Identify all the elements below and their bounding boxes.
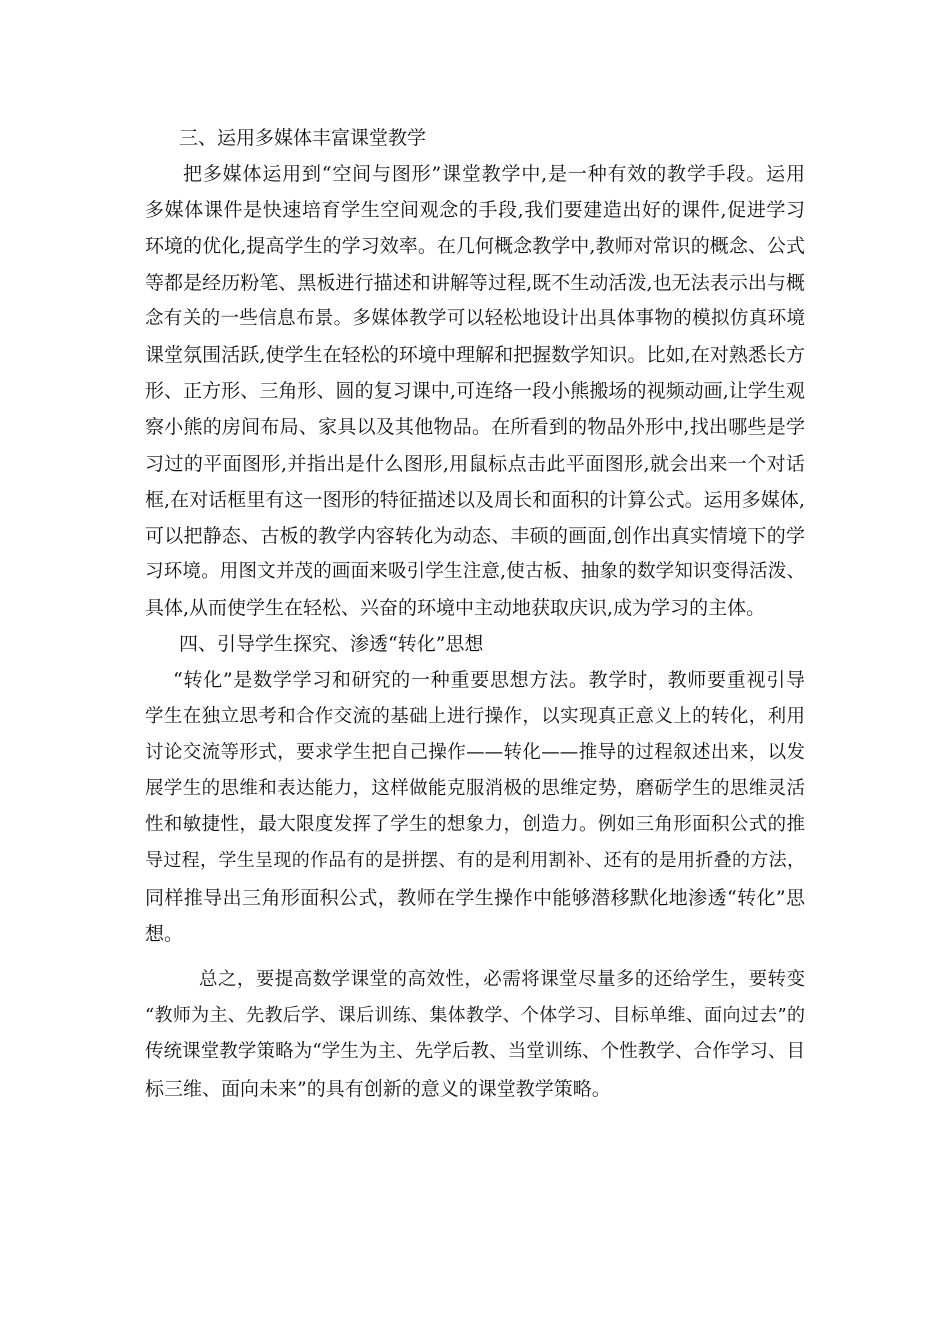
paragraph-line: 框,在对话框里有这一图形的特征描述以及周长和面积的计算公式。运用多媒体, bbox=[145, 488, 805, 511]
paragraph-line: 标三维、面向未来”的具有创新的意义的课堂教学策略。 bbox=[145, 1077, 611, 1100]
paragraph-line: 总之，要提高数学课堂的高效性，必需将课堂尽量多的还给学生，要转变 bbox=[199, 968, 805, 990]
paragraph-line: 想。 bbox=[145, 922, 184, 945]
paragraph-line: 课堂氛围活跃,使学生在轻松的环境中理解和把握数学知识。比如,在对熟悉长方 bbox=[145, 343, 805, 366]
section-3-paragraph bbox=[145, 156, 805, 626]
paragraph-line: 学生在独立思考和合作交流的基础上进行操作，以实现真正意义上的转化，利用 bbox=[145, 705, 805, 727]
summary-paragraph bbox=[145, 962, 805, 1107]
paragraph-line: 性和敏捷性，最大限度发挥了学生的想象力，创造力。例如三角形面积公式的推 bbox=[145, 814, 805, 836]
paragraph-line: 同样推导出三角形面积公式，教师在学生操作中能够潜移默化地渗透“转化”思 bbox=[145, 886, 805, 909]
paragraph-line: 习环境。用图文并茂的画面来吸引学生注意,使古板、抽象的数学知识变得活泼、 bbox=[145, 561, 805, 583]
section-4-heading: 四、引导学生探究、渗透“转化”思想 bbox=[179, 633, 484, 656]
paragraph-line: “教师为主、先教后学、课后训练、集体教学、个体学习、目标单维、面向过去”的 bbox=[145, 1005, 805, 1027]
paragraph-line: 讨论交流等形式，要求学生把自己操作——转化——推导的过程叙述出来，以发 bbox=[145, 741, 805, 763]
paragraph-line: 传统课堂教学策略为“学生为主、先学后教、当堂训练、个性教学、合作学习、目 bbox=[145, 1041, 805, 1063]
paragraph-line: 形、正方形、三角形、圆的复习课中,可连络一段小熊搬场的视频动画,让学生观 bbox=[145, 380, 805, 403]
section-3-heading: 三、运用多媒体丰富课堂教学 bbox=[179, 127, 427, 149]
paragraph-line: 习过的平面图形,并指出是什么图形,用鼠标点击此平面图形,就会出来一个对话 bbox=[145, 452, 805, 475]
paragraph-line: 念有关的一些信息布景。多媒体教学可以轻松地设计出具体事物的模拟仿真环境 bbox=[145, 307, 805, 329]
paragraph-line: 环境的优化,提高学生的学习效率。在几何概念教学中,教师对常识的概念、公式 bbox=[145, 235, 805, 258]
paragraph-line: 把多媒体运用到“空间与图形”课堂教学中,是一种有效的教学手段。运用 bbox=[183, 163, 805, 185]
paragraph-line: 等都是经历粉笔、黑板进行描述和讲解等过程,既不生动活泼,也无法表示出与概 bbox=[145, 271, 805, 294]
paragraph-line: 具体,从而使学生在轻松、兴奋的环境中主动地获取庆识,成为学习的主体。 bbox=[145, 597, 766, 620]
paragraph-line: 展学生的思维和表达能力，这样做能克服消极的思维定势，磨砺学生的思维灵活 bbox=[145, 778, 805, 799]
paragraph-line: “转化”是数学学习和研究的一种重要思想方法。教学时，教师要重视引导 bbox=[173, 669, 805, 692]
paragraph-line: 可以把静态、古板的教学内容转化为动态、丰硕的画面,创作出真实情境下的学 bbox=[145, 524, 805, 547]
document-page bbox=[145, 120, 805, 1107]
paragraph-line: 多媒体课件是快速培育学生空间观念的手段,我们要建造出好的课件,促进学习 bbox=[145, 199, 805, 222]
paragraph-line: 导过程，学生呈现的作品有的是拼摆、有的是利用割补、还有的是用折叠的方法， bbox=[145, 850, 805, 872]
section-4-paragraph bbox=[145, 662, 805, 952]
paragraph-line: 察小熊的房间布局、家具以及其他物品。在所看到的物品外形中,找出哪些是学 bbox=[145, 416, 805, 439]
